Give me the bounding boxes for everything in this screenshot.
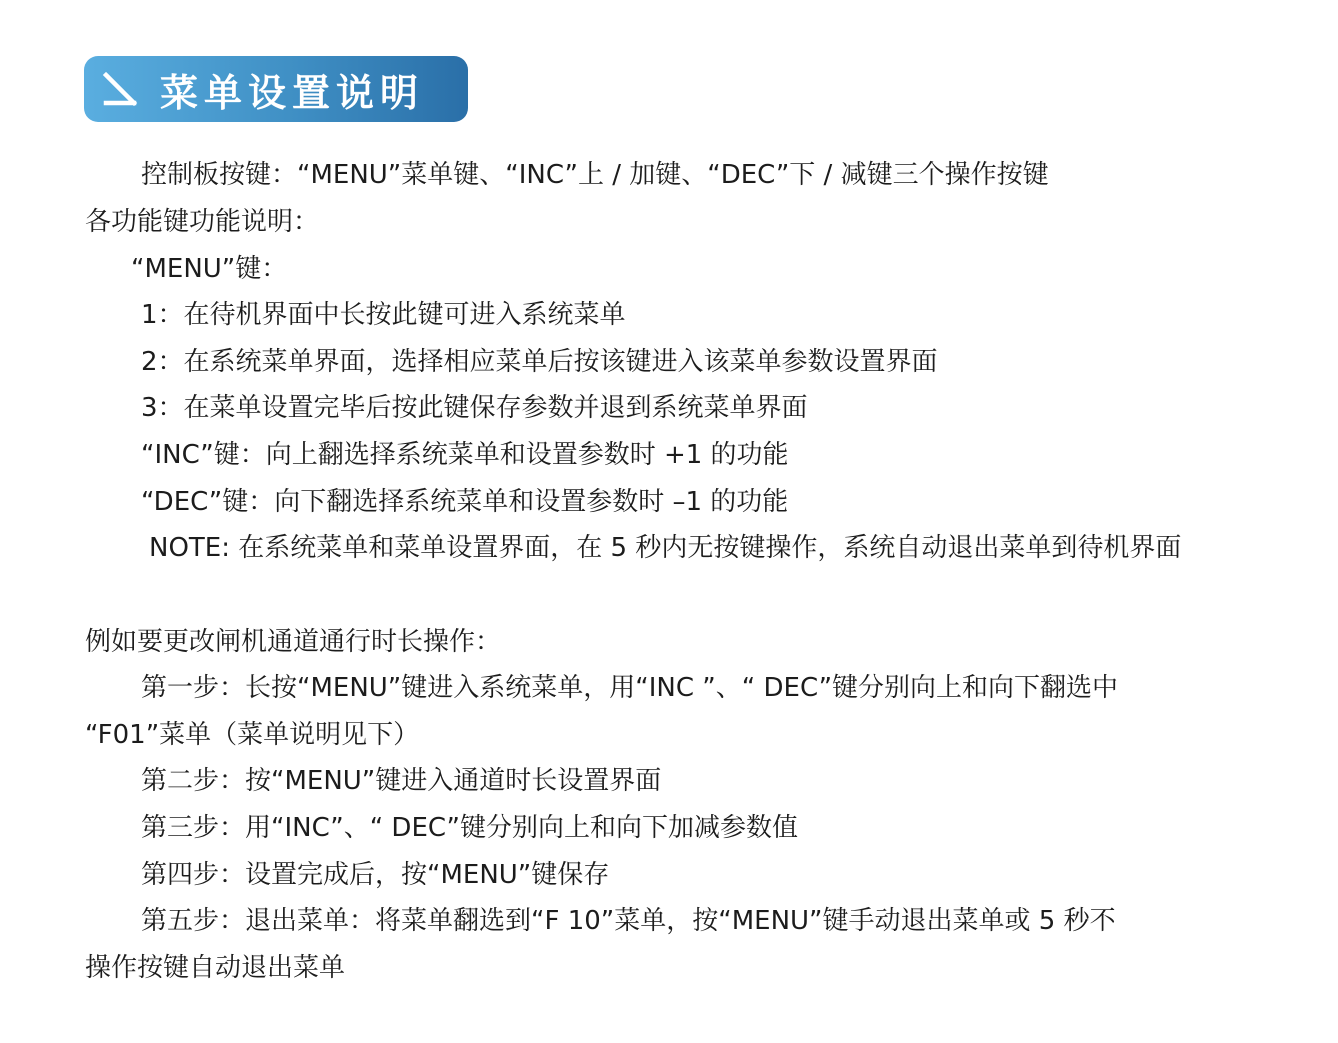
- menu-key-title: “MENU”键：: [131, 254, 288, 284]
- menu-key-item: 2：在系统菜单界面，选择相应菜单后按该键进入该菜单参数设置界面: [141, 347, 938, 377]
- dec-key-description: “DEC”键：向下翻选择系统菜单和设置参数时 –1 的功能: [141, 487, 789, 517]
- section-title: 菜单设置说明: [160, 70, 425, 115]
- intro-line-2: 各功能键功能说明：: [85, 207, 320, 237]
- arrow-down-right-icon: [98, 67, 142, 111]
- example-title: 例如要更改闸机通道通行时长操作：: [85, 627, 502, 657]
- example-step-continued: “F01”菜单（菜单说明见下）: [85, 720, 420, 750]
- example-step: 第二步：按“MENU”键进入通道时长设置界面: [141, 766, 662, 796]
- menu-key-item: 3：在菜单设置完毕后按此键保存参数并退到系统菜单界面: [141, 393, 808, 423]
- example-step: 第五步：退出菜单：将菜单翻选到“F 10”菜单，按“MENU”键手动退出菜单或 5 秒不: [141, 906, 1116, 936]
- note-text: NOTE: 在系统菜单和菜单设置界面，在 5 秒内无按键操作，系统自动退出菜单到待机界面: [149, 533, 1182, 563]
- example-step-continued: 操作按键自动退出菜单: [85, 953, 346, 983]
- example-step: 第三步：用“INC”、“ DEC”键分别向上和向下加减参数值: [141, 813, 798, 843]
- inc-key-description: “INC”键：向上翻选择系统菜单和设置参数时 +1 的功能: [141, 440, 789, 470]
- section-header-banner: [84, 56, 468, 122]
- example-step: 第四步：设置完成后，按“MENU”键保存: [141, 860, 610, 890]
- intro-line-1: 控制板按键：“MENU”菜单键、“INC”上 / 加键、“DEC”下 / 减键三个操作按键: [141, 160, 1049, 190]
- menu-key-item: 1：在待机界面中长按此键可进入系统菜单: [141, 300, 626, 330]
- example-step: 第一步：长按“MENU”键进入系统菜单，用“INC ”、“ DEC”键分别向上和向下翻选中: [141, 673, 1119, 703]
